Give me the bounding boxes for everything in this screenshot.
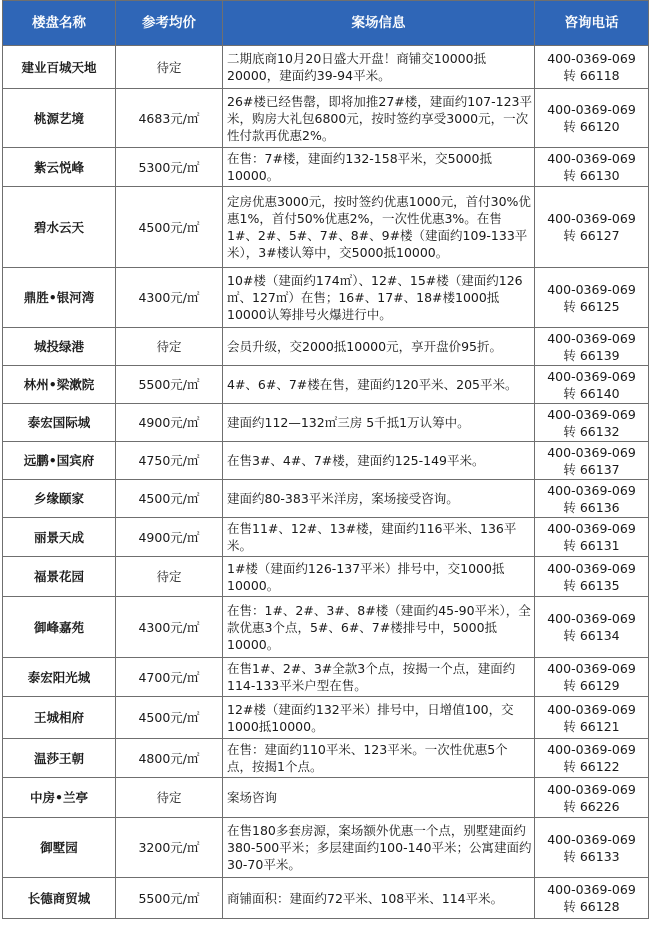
phone-extension: 转 66139 — [563, 347, 620, 363]
property-name: 建业百城天地 — [3, 46, 116, 89]
property-name: 泰宏国际城 — [3, 404, 116, 442]
property-name: 鼎胜•银河湾 — [3, 268, 116, 328]
reference-price: 4900元/㎡ — [116, 518, 223, 557]
contact-phone — [535, 46, 649, 89]
sales-info: 建面约112—132㎡三房 5千抵1万认筹中。 — [223, 404, 535, 442]
property-name: 御峰嘉苑 — [3, 597, 116, 658]
phone-extension: 转 66137 — [563, 461, 620, 477]
property-name: 远鹏•国宾府 — [3, 442, 116, 480]
reference-price: 待定 — [116, 557, 223, 597]
property-name: 林州•梁漱院 — [3, 366, 116, 404]
property-name: 御墅园 — [3, 818, 116, 878]
reference-price: 3200元/㎡ — [116, 818, 223, 878]
reference-price: 待定 — [116, 46, 223, 89]
contact-phone — [535, 268, 649, 328]
table-row — [3, 366, 649, 404]
property-name: 丽景天成 — [3, 518, 116, 557]
phone-number: 400-0369-069 — [547, 882, 636, 897]
header-tel: 咨询电话 — [535, 1, 649, 46]
phone-number: 400-0369-069 — [547, 560, 636, 576]
property-name: 长德商贸城 — [3, 878, 116, 919]
reference-price: 5500元/㎡ — [116, 366, 223, 404]
sales-info: 12#楼（建面约132平米）排号中，日增值100，交1000抵10000。 — [223, 697, 535, 739]
phone-extension: 转 66130 — [563, 168, 620, 183]
phone-number: 400-0369-069 — [547, 444, 636, 460]
table-row — [3, 187, 649, 268]
table-row — [3, 557, 649, 597]
sales-info: 二期底商10月20日盛大开盘！商铺交10000抵20000，建面约39-94平米。 — [223, 46, 535, 89]
phone-number: 400-0369-069 — [547, 406, 636, 422]
property-name: 福景花园 — [3, 557, 116, 597]
table-row — [3, 480, 649, 518]
phone-number: 400-0369-069 — [547, 211, 636, 226]
property-name: 温莎王朝 — [3, 739, 116, 778]
property-name: 王城相府 — [3, 697, 116, 739]
table-row — [3, 878, 649, 919]
phone-number: 400-0369-069 — [547, 781, 636, 797]
phone-extension: 转 66121 — [563, 718, 620, 734]
reference-price: 4500元/㎡ — [116, 697, 223, 739]
sales-info: 在售11#、12#、13#楼，建面约116平米、136平米。 — [223, 518, 535, 557]
phone-number: 400-0369-069 — [547, 521, 636, 536]
table-row — [3, 658, 649, 697]
property-name: 城投绿港 — [3, 328, 116, 366]
sales-info: 在售1#、2#、3#全款3个点，按揭一个点，建面约114-133平米户型在售。 — [223, 658, 535, 697]
phone-extension: 转 66226 — [563, 798, 620, 814]
reference-price: 待定 — [116, 328, 223, 366]
reference-price: 待定 — [116, 778, 223, 818]
contact-phone — [535, 187, 649, 268]
table-row — [3, 778, 649, 818]
sales-info: 建面约80-383平米洋房，案场接受咨询。 — [223, 480, 535, 518]
phone-number: 400-0369-069 — [547, 330, 636, 346]
table-row — [3, 597, 649, 658]
contact-phone — [535, 739, 649, 778]
phone-extension: 转 66132 — [563, 423, 620, 439]
phone-number: 400-0369-069 — [547, 701, 636, 717]
contact-phone — [535, 818, 649, 878]
phone-number: 400-0369-069 — [547, 482, 636, 498]
sales-info: 10#楼（建面约174㎡）、12#、15#楼（建面约126㎡、127㎡）在售；16#、17#、18#楼1000抵10000认筹排号火爆进行中。 — [223, 268, 535, 328]
table-row — [3, 404, 649, 442]
phone-extension: 转 66131 — [563, 538, 620, 553]
table-row — [3, 442, 649, 480]
contact-phone — [535, 148, 649, 187]
property-name: 桃源艺境 — [3, 89, 116, 148]
header-price: 参考均价 — [116, 1, 223, 46]
reference-price: 4300元/㎡ — [116, 597, 223, 658]
property-name: 中房•兰亭 — [3, 778, 116, 818]
phone-extension: 转 66140 — [563, 385, 620, 401]
phone-number: 400-0369-069 — [547, 102, 636, 117]
phone-number: 400-0369-069 — [547, 281, 636, 297]
property-name: 紫云悦峰 — [3, 148, 116, 187]
reference-price: 4700元/㎡ — [116, 658, 223, 697]
table-row — [3, 739, 649, 778]
contact-phone — [535, 442, 649, 480]
sales-info: 1#楼（建面约126-137平米）排号中，交1000抵10000。 — [223, 557, 535, 597]
property-name: 乡缘颐家 — [3, 480, 116, 518]
contact-phone — [535, 597, 649, 658]
reference-price: 5500元/㎡ — [116, 878, 223, 919]
sales-info: 在售：建面约110平米、123平米。一次性优惠5个点，按揭1个点。 — [223, 739, 535, 778]
phone-extension: 转 66122 — [563, 759, 620, 774]
phone-number: 400-0369-069 — [547, 51, 636, 66]
contact-phone — [535, 658, 649, 697]
reference-price: 5300元/㎡ — [116, 148, 223, 187]
contact-phone — [535, 404, 649, 442]
reference-price: 4900元/㎡ — [116, 404, 223, 442]
phone-extension: 转 66128 — [563, 899, 620, 914]
phone-extension: 转 66135 — [563, 577, 620, 593]
table-row — [3, 268, 649, 328]
sales-info: 定房优惠3000元，按时签约优惠1000元，首付30%优惠1%，首付50%优惠2%，一次性优惠3%。在售1#、2#、5#、7#、8#、9#楼（建面约109-133平米），3#楼认筹中，交5000抵10000。 — [223, 187, 535, 268]
listing-table — [2, 0, 649, 919]
contact-phone — [535, 480, 649, 518]
table-row — [3, 697, 649, 739]
phone-extension: 转 66118 — [563, 68, 620, 83]
phone-extension: 转 66127 — [563, 228, 620, 243]
property-name: 碧水云天 — [3, 187, 116, 268]
contact-phone — [535, 328, 649, 366]
phone-extension: 转 66136 — [563, 499, 620, 515]
sales-info: 在售180多套房源，案场额外优惠一个点，别墅建面约380-500平米；多层建面约100-140平米；公寓建面约30-70平米。 — [223, 818, 535, 878]
sales-info: 4#、6#、7#楼在售，建面约120平米、205平米。 — [223, 366, 535, 404]
phone-number: 400-0369-069 — [547, 742, 636, 757]
header-name: 楼盘名称 — [3, 1, 116, 46]
phone-extension: 转 66120 — [563, 119, 620, 134]
reference-price: 4800元/㎡ — [116, 739, 223, 778]
sales-info: 在售：7#楼，建面约132-158平米，交5000抵10000。 — [223, 148, 535, 187]
contact-phone — [535, 557, 649, 597]
table-row — [3, 148, 649, 187]
reference-price: 4750元/㎡ — [116, 442, 223, 480]
sales-info: 在售：1#、2#、3#、8#楼（建面约45-90平米），全款优惠3个点，5#、6#、7#楼排号中，5000抵10000。 — [223, 597, 535, 658]
contact-phone — [535, 697, 649, 739]
reference-price: 4500元/㎡ — [116, 187, 223, 268]
contact-phone — [535, 89, 649, 148]
contact-phone — [535, 878, 649, 919]
table-row — [3, 89, 649, 148]
phone-extension: 转 66129 — [563, 678, 620, 693]
contact-phone — [535, 518, 649, 557]
phone-extension: 转 66125 — [563, 298, 620, 314]
property-name: 泰宏阳光城 — [3, 658, 116, 697]
phone-number: 400-0369-069 — [547, 661, 636, 676]
reference-price: 4300元/㎡ — [116, 268, 223, 328]
contact-phone — [535, 366, 649, 404]
sales-info: 案场咨询 — [223, 778, 535, 818]
table-row — [3, 518, 649, 557]
reference-price: 4683元/㎡ — [116, 89, 223, 148]
sales-info: 会员升级，交2000抵10000元，享开盘价95折。 — [223, 328, 535, 366]
phone-number: 400-0369-069 — [547, 151, 636, 166]
table-row — [3, 328, 649, 366]
header-row — [3, 1, 649, 46]
reference-price: 4500元/㎡ — [116, 480, 223, 518]
phone-extension: 转 66133 — [563, 848, 620, 864]
sales-info: 在售3#、4#、7#楼，建面约125-149平米。 — [223, 442, 535, 480]
phone-extension: 转 66134 — [563, 628, 620, 643]
phone-number: 400-0369-069 — [547, 368, 636, 384]
table-row — [3, 818, 649, 878]
table-row — [3, 46, 649, 89]
contact-phone — [535, 778, 649, 818]
sales-info: 26#楼已经售罄，即将加推27#楼，建面约107-123平米，购房大礼包6800元，按时签约享受3000元，一次性付款再优惠2%。 — [223, 89, 535, 148]
phone-number: 400-0369-069 — [547, 831, 636, 847]
header-info: 案场信息 — [223, 1, 535, 46]
sales-info: 商铺面积：建面约72平米、108平米、114平米。 — [223, 878, 535, 919]
phone-number: 400-0369-069 — [547, 611, 636, 626]
